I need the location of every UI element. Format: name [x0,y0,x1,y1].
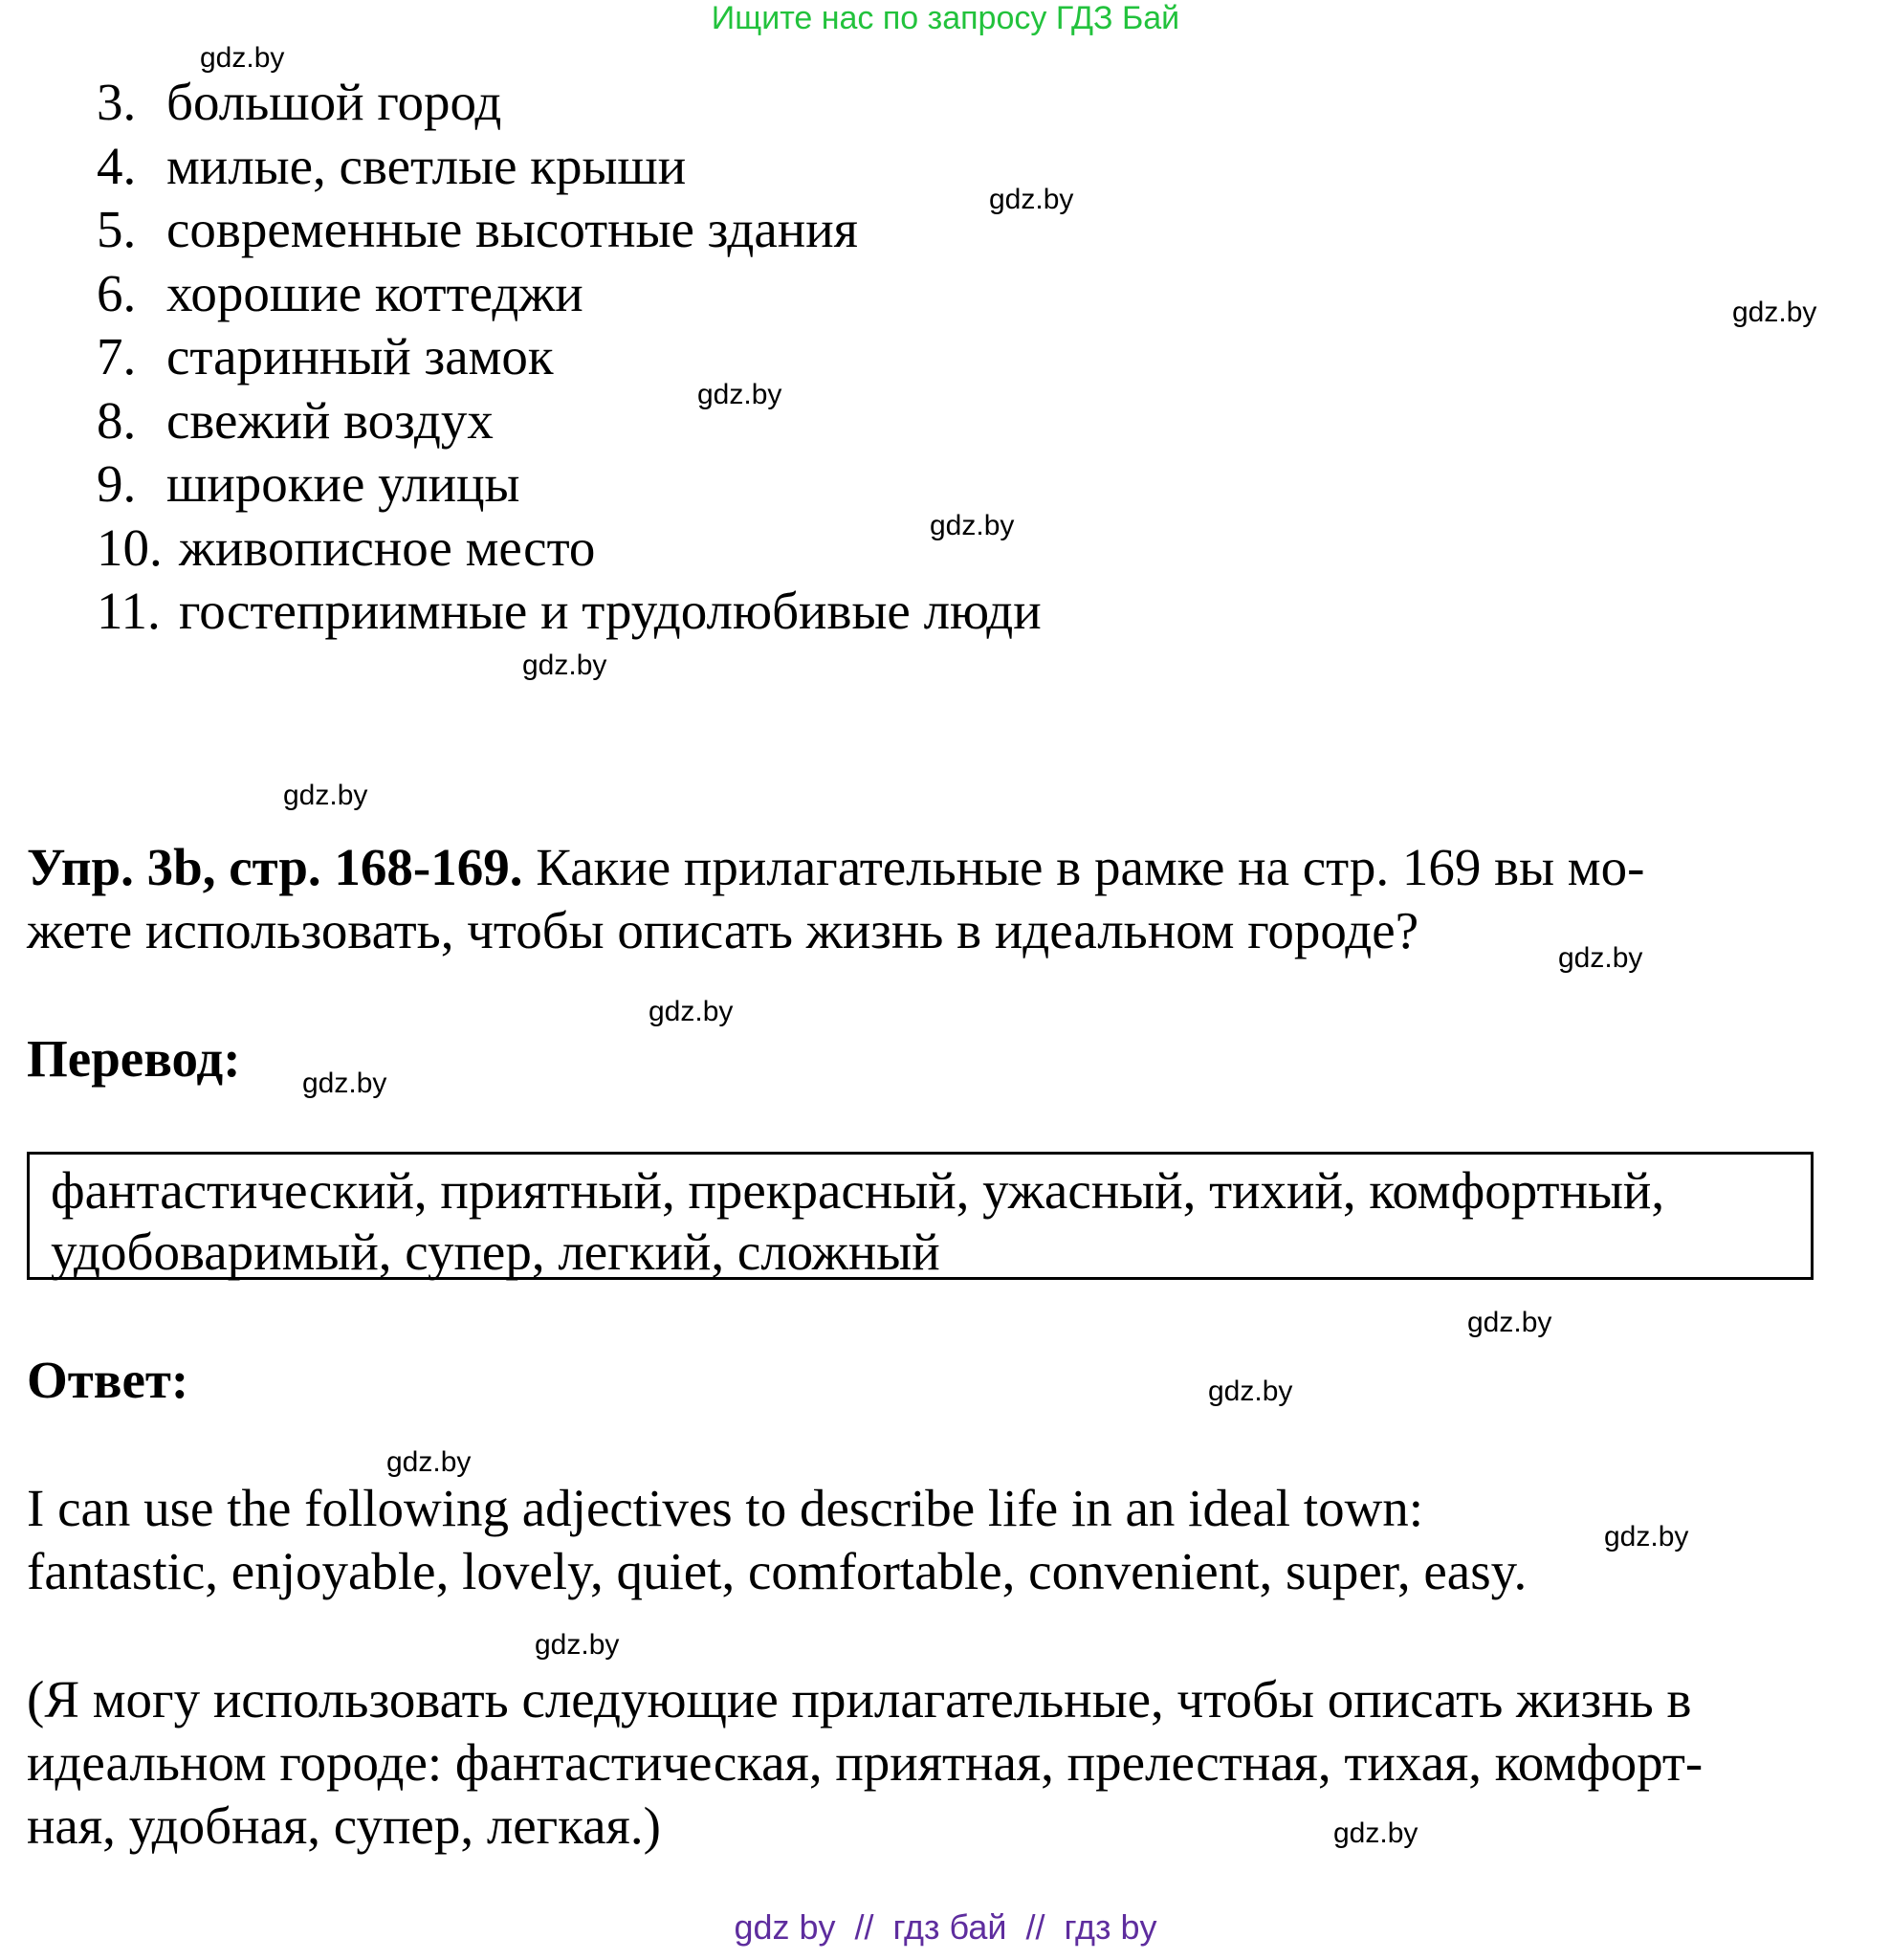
watermark: gdz.by [1467,1307,1552,1338]
answer-ru-line-2: идеальном городе: фантастическая, приятная, прелестная, тихая, комфорт- [27,1733,1704,1792]
list-number: 4. [97,136,137,195]
watermark: gdz.by [697,379,782,410]
watermark: gdz.by [283,780,368,811]
watermark: gdz.by [200,42,285,74]
answer-en-line-2: fantastic, enjoyable, lovely, quiet, comfortable, convenient, super, easy. [27,1542,1528,1600]
watermark: gdz.by [386,1446,472,1478]
list-item [97,517,1042,581]
watermark: gdz.by [989,184,1074,215]
list-number: 6. [97,263,137,322]
list-text: широкие улицы [166,454,520,513]
list-number: 7. [97,327,137,385]
list-number: 5. [97,200,137,258]
list-number: 11. [97,582,161,640]
footer-links: gdz by // гдз бай // гдз by [734,1907,1157,1947]
list-item [97,198,1042,262]
list-text: свежий воздух [166,390,494,450]
list-item [97,71,1042,135]
list-text: гостеприимные и трудолюбивые люди [179,582,1042,640]
list-item [97,580,1042,644]
watermark: gdz.by [1558,942,1643,974]
list-item [97,325,1042,389]
list-number: 8. [97,390,137,450]
adjective-list [97,71,1042,644]
box-line-2: удобоваримый, супер, легкий, сложный [51,1222,940,1281]
list-number: 9. [97,454,137,513]
watermark: gdz.by [535,1629,620,1661]
list-text: современные высотные здания [166,200,858,258]
watermark: gdz.by [1732,297,1817,328]
list-text: хорошие коттеджи [166,263,583,322]
list-item [97,389,1042,453]
list-text: живописное место [179,518,596,577]
translation-heading: Перевод: [27,1029,241,1088]
list-text: большой город [166,73,502,131]
list-item [97,452,1042,517]
watermark: gdz.by [930,510,1015,541]
list-text: милые, светлые крыши [166,136,687,195]
answer-ru-line-1: (Я могу использовать следующие прилагательные, чтобы описать жизнь в [27,1670,1692,1729]
answer-ru-line-3: ная, удобная, супер, легкая.) [27,1796,661,1855]
header-banner: Ищите нас по запросу ГДЗ Бай [711,0,1180,36]
list-number: 3. [97,73,137,131]
watermark: gdz.by [1333,1817,1418,1849]
box-line-1: фантастический, приятный, прекрасный, ужасный, тихий, комфортный, [51,1161,1665,1220]
exercise-text-1: Какие прилагательные в рамке на стр. 169 вы мо- [522,838,1645,896]
watermark: gdz.by [1604,1521,1689,1553]
answer-heading: Ответ: [27,1351,189,1409]
list-item [97,135,1042,199]
watermark: gdz.by [302,1068,387,1099]
watermark: gdz.by [1208,1376,1293,1407]
list-text: старинный замок [166,327,554,385]
watermark: gdz.by [522,650,607,681]
exercise-line-2: жете использовать, чтобы описать жизнь в идеальном городе? [27,901,1419,959]
exercise-label: Упр. 3b, стр. 168-169. [27,838,523,896]
list-item [97,262,1042,326]
list-number: 10. [97,518,163,577]
watermark: gdz.by [649,996,734,1027]
adjective-box [27,1152,1814,1280]
exercise-line-1 [27,836,1644,899]
answer-en-line-1: I can use the following adjectives to describe life in an ideal town: [27,1479,1424,1537]
